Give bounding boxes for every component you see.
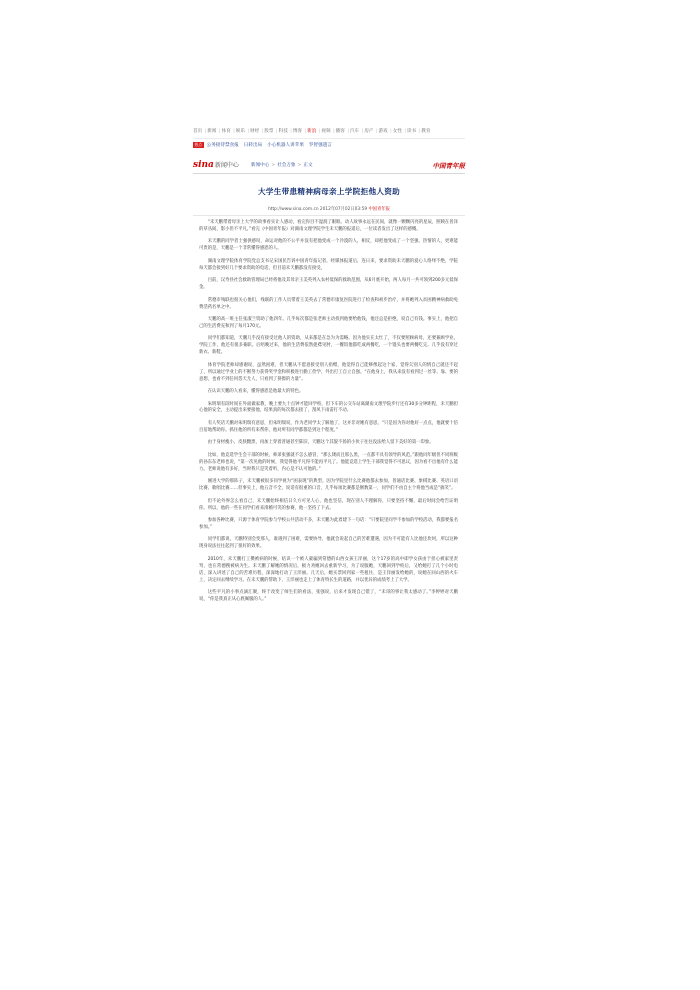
article-paragraph: 由于身材瘦小、皮肤黝黑，再加上穿着普通甚至陈旧，天鹏这个其貌不扬的小伙子往往没法给人留下美好的第一印象。	[207, 440, 434, 446]
top-nav-item[interactable]: 女性	[392, 129, 402, 134]
nav-separator: |	[390, 129, 392, 134]
top-nav-item[interactable]: 读书	[406, 129, 417, 134]
hot-tag: 热点	[194, 142, 203, 147]
nav-separator: |	[318, 129, 321, 134]
top-nav-item[interactable]: 播客	[335, 129, 345, 134]
nav-separator: |	[247, 129, 250, 134]
top-nav-item[interactable]: 游戏	[378, 129, 388, 134]
promo-link[interactable]: 小心机器人讲苹果	[267, 143, 304, 148]
article-paragraph: 比如，他竞选学生会干部的时候，师弟张强就不怎么感冒，“那么矮而且那么黑，一点都不具有领导的风范。”跟他同年级但不同班级的孙东东老师也说，“第一次见他的时候，我觉得他平凡得不能再平凡了。他能竞选上学生干部我觉得不可思议，因为看不出他有什么能力。老师说他有多好，当时我只是笑着听，内心是不认可他的。”	[199, 452, 458, 472]
article-paragraph: 刚进大学的那阵子，未天鹏被很多同学视为“困表现”的典型。因为学院里什么比赛他都去参加，普通话比赛、象棋比赛、英语口语比赛、歌唱比赛……但事实上，他五音不全，说话有很重的口音，几乎每项比赛都是倒数第一，同学们不由自主个将他当成是“搞笑”。	[199, 479, 458, 492]
nav-separator: |	[404, 129, 406, 134]
top-nav-item[interactable]: 娱乐	[235, 129, 245, 134]
article-paragraph: 湖南文理学院体育学院党总支书记宋国民告诉中国青年报记者，经媒体报道后，连日来，要求资助未天鹏的爱心人络绎不绝，学院每天都会接到好几个要求资助的电话，但目前未天鹏都没有接受。	[199, 258, 458, 271]
sina-news-logo[interactable]	[193, 160, 239, 170]
article-paragraph: 有人奖话天鹏对朱明瑞有意思，但朱明瑞说，作为老同学太了解他了，这并非对她有意思，“只是因为你对他好一点点，他就要十倍百倍地帮助你。抓住他的所有来帮你，他对所有同学都都是到这个程度。”	[199, 420, 458, 433]
nav-separator: |	[304, 129, 307, 134]
nav-separator: |	[361, 129, 364, 134]
article-paragraph: 参加各种比赛，只源于体育学院参与学校公共活动不多，未天鹏为此着建下一句话：“只要院里同学不参加的学校活动，我都要报名参加。”	[199, 518, 458, 530]
promo-link[interactable]: 公务接待禁食报	[206, 143, 239, 148]
top-nav-item[interactable]: 新闻	[207, 129, 217, 134]
publish-date: http://www.sina.com.cn 2012年07月02日03:59	[268, 207, 368, 212]
top-nav	[193, 125, 465, 139]
article-paragraph: 未天鹏的同学者士强供感叹，命运对他的不公平并没有把他变成一个冷漠的人，相反，却把他变成了一个坚强、热情的人，更难能可贵的是，天鹏是一个非常懂得感恩的人。	[199, 239, 458, 252]
article-paragraph: 天鹏的高一班主任张淑兰资助了他四年。几乎每次都是张老师主动找到他要给他钱，他还总是拒绝，说自己有钱。事实上，他把自己的生活费充和到了每月170元。	[199, 317, 458, 329]
breadcrumb-separator: >	[297, 163, 302, 168]
article-paragraph: 同学们都说，天鹏特别会变那人，谁遇到了困难，需要协导，他就会说起自己的苦难遭遇，因为不可能有人比他还坎坷，所以这种现身说法往往起到了很好的效果。	[199, 537, 458, 550]
top-nav-item[interactable]: 科技	[278, 129, 288, 134]
nav-separator: |	[375, 129, 378, 134]
nav-separator: |	[418, 129, 421, 134]
article-paragraph: 朱明瑞有段时间在外面做家教，晚上要九十点钟才能回学校，但下车的公交车站离湖南文理学院步行还有30多分钟距程，未天鹏担心他的安全，主动提出来要接他，结果真的每次都去接了，刮风下雨雷打不动。	[199, 401, 458, 414]
nav-separator: |	[261, 129, 264, 134]
sina-logo-mark: sina	[193, 160, 214, 170]
nav-separator: |	[333, 129, 335, 134]
breadcrumb-item[interactable]: 社会万象	[277, 163, 296, 168]
top-nav-item[interactable]: 新浪	[307, 129, 317, 134]
breadcrumb-item-current: 正文	[303, 163, 313, 168]
nav-separator: |	[290, 129, 292, 134]
nav-separator: |	[204, 129, 207, 134]
article-paragraph: 常德市残联也很关心他们，残联的工作人员带着王美英去了常德市康复医院进行了检查和初步治疗，并将她列入贫困精神病救助免费活药名单之中。	[199, 297, 458, 310]
article-paragraph: 2010年，未天鹏打工攒被病的时候，结识一个被人蒙骗到常德的山西女孩王洋丽，这个17岁的高中即学女孩由于担心被家里责骂，也在常德搜被病为生。未天鹏了解她的情况后，极力劝她回去重新学习，为了说服她，天鹏回到学校后，又给她打了几个小时电话，深入讲述了自己的苦难历程，深深地打动了王洋丽。几天后，她买票回到家一些租住，是王洋丽发给她的，说她在回山西的火车上，决定回去继续学习。在未天鹏的帮助下，王洋丽也走上了体育特长生的道路，并以优异的成绩考上了大学。	[199, 556, 458, 583]
article-title: 大学生带患精神病母亲上学院拒他人资助	[257, 187, 401, 196]
article-paragraph: 同学们都知道，天鹏几乎没有接受过他人的资助，从来都是在急为为需略。因为他实在太忙了，不仅要照顾病母，还要兼顾学业、学院工作，他还有很多兼职。后唔晚过来，他的生活费依然捉襟见肘，一餐饭他都吃成两餐吃，一个馒头也要两餐吃完。几乎没有穿过新衣、新鞋。	[199, 336, 458, 356]
breadcrumb-item[interactable]: 新闻中心	[250, 163, 270, 168]
top-nav-item[interactable]: 股票	[264, 129, 274, 134]
article-paragraph: 这些平凡的小事点滴汇聚，终于改变了师生们的看法，张强说，后来才发现自己错了，“未哥的事让我太感动了。”李婷婷对天鹏说，“你是我真正从心底佩服的人。”	[199, 590, 458, 602]
breadcrumb-separator: >	[271, 163, 276, 168]
article-paragraph: “未天鹏带着母亲上大学的故事看实让人感动，看完你目不湿润了眼眶。动人故事永远在民间，就像一颗颗闪亮的星辰，照映在普泽的草丛间，影小但不平凡。”看完《中国青年报》对湖南文理学院学生未天鹏的报道后，一位读者发出了这样的感慨。	[199, 220, 458, 232]
logo-channel-name: 新闻中心	[214, 162, 239, 169]
top-nav-item[interactable]: 博客	[292, 129, 303, 134]
article-paragraph: 目前，汉寿县社会救助管理局已经将他及其母亲王美英列入农村低保的救助范围，从6月底开始，两人每月一共可领到200多元低保金。	[199, 278, 458, 291]
top-nav-item[interactable]: 视频	[321, 129, 331, 134]
top-nav-item[interactable]: 首页	[193, 129, 203, 134]
article-paragraph: 体育学院老师却感谢说，虽然困难，但天鹏从不愿意接受别人捐赠，他觉得自己能够像起这个家，觉得欠别人的情自己就还不起了，所以通过学业上的不断努力获得奖学金和积极进行勤工俭学、外出打工自立自强。“在他身上，我从来没有看到过一丝等、靠、要的意想，也看不到任何怨天尤人，只看到了挤擦的力量”。	[199, 362, 458, 382]
partner-logo: 中国青年报	[432, 161, 465, 170]
nav-separator: |	[347, 129, 349, 134]
breadcrumb	[251, 162, 433, 168]
top-nav-item[interactable]: 汽车	[349, 129, 360, 134]
top-nav-item[interactable]: 财经	[250, 129, 260, 134]
promo-bar	[193, 139, 465, 151]
promo-link[interactable]: 罗智强遗言	[308, 143, 332, 148]
top-nav-item[interactable]: 教育	[421, 129, 431, 134]
article-source[interactable]: 中国青年报	[368, 207, 390, 212]
nav-separator: |	[233, 129, 235, 134]
top-nav-item[interactable]: 房产	[364, 129, 374, 134]
top-nav-item[interactable]: 体育	[221, 129, 231, 134]
article-paragraph: 但不论外界怎么看自己，未天鹏始终相信日久方可见人心，他也坚信，现在别人不理解你，只要坚持不懈，最后时间会给告证明你。所以，他的一些在同学们看来滑稽可笑的参赛，他一坚持了下去。	[199, 498, 458, 511]
nav-separator: |	[218, 129, 221, 134]
channel-header	[193, 157, 465, 174]
article-paragraph: 在认识天鹏的人看来，懂得感恩是他最大的特色。	[207, 389, 304, 395]
article-body	[193, 220, 465, 604]
nav-separator: |	[276, 129, 278, 134]
article-meta	[193, 206, 465, 216]
promo-link[interactable]: 日转出局	[243, 143, 263, 148]
page	[193, 125, 465, 609]
